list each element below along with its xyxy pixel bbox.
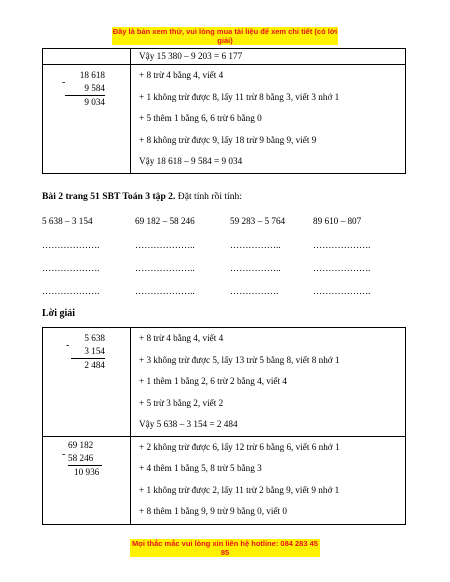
solution-table-2 (42, 327, 406, 525)
blank-dots: ………………. (313, 286, 371, 296)
exercise-title (42, 191, 242, 202)
problem: 89 610 – 807 (313, 216, 362, 226)
step-text: + 5 trừ 3 bằng 2, viết 2 (139, 397, 224, 408)
subtrahend: 9 584 (84, 83, 105, 93)
calc-cell (43, 328, 131, 437)
step-text: + 2 không trừ được 6, lấy 12 trừ 6 bằng 6, viết 6 nhớ 1 (139, 441, 340, 452)
steps-cell (131, 436, 406, 524)
blank-dots: ……………….. (135, 263, 195, 273)
step-text: + 8 trừ 4 bằng 4, viết 4 (139, 333, 224, 343)
column-subtraction (65, 69, 105, 109)
column-subtraction (71, 332, 105, 372)
hotline-banner: Mọi thắc mắc vui lòng xin liên hệ hotline: 084 283 45 85 (130, 539, 320, 557)
problem: 5 638 – 3 154 (42, 216, 93, 226)
steps-cell (131, 65, 406, 174)
step-text: + 1 không trừ được 2, lấy 11 trừ 2 bằng 9, viết 9 nhớ 1 (139, 484, 340, 495)
solution-table-1 (42, 48, 406, 174)
step-text: + 8 trừ 4 bằng 4, viết 4 (139, 70, 224, 80)
step-text: + 5 thêm 1 bằng 6, 6 trừ 6 bằng 0 (139, 113, 262, 123)
minuend: 18 618 (79, 70, 105, 80)
blank-dots: ……………….. (135, 240, 195, 250)
exercise-title-bold: Bài 2 trang 51 SBT Toán 3 tập 2. (42, 191, 176, 202)
step-text: Vậy 18 618 – 9 584 = 9 034 (139, 156, 243, 166)
result: 9 034 (65, 95, 105, 109)
calc-cell (43, 65, 131, 174)
step-text: Vậy 15 380 – 9 203 = 6 177 (139, 51, 243, 61)
answer-title: Lời giải (42, 308, 76, 319)
calc-cell (43, 436, 131, 524)
blank-dots: ………………. (42, 240, 100, 250)
problem: 69 182 – 58 246 (135, 216, 195, 226)
column-subtraction (68, 439, 102, 479)
step-text: + 4 thêm 1 bằng 5, 8 trừ 5 bằng 3 (139, 463, 262, 473)
result: 2 484 (71, 358, 105, 372)
step-text: + 3 không trừ được 5, lấy 13 trừ 5 bằng 8, viết 8 nhớ 1 (139, 354, 340, 365)
blank-dots: ……………….. (135, 286, 195, 296)
blank-dots: ………………. (42, 263, 100, 273)
subtrahend: 3 154 (84, 346, 105, 356)
result: 10 936 (74, 466, 100, 477)
blank-dots: ……………. (230, 286, 279, 296)
subtrahend: 58 246 (68, 452, 102, 466)
minus-sign: - (62, 77, 66, 88)
minuend: 5 638 (84, 333, 105, 343)
blank-dots: ………………. (42, 286, 100, 296)
minus-sign: - (62, 448, 66, 460)
blank-dots: ………………. (313, 263, 371, 273)
minus-sign: - (66, 340, 70, 351)
minuend: 69 182 (68, 439, 94, 450)
calc-cell-empty (43, 49, 131, 65)
step-text: + 1 thêm 1 bằng 2, 6 trừ 2 bằng 4, viết 4 (139, 376, 287, 386)
blank-dots: ………………. (313, 240, 371, 250)
step-text: Vậy 5 638 – 3 154 = 2 484 (139, 419, 238, 429)
problem: 59 283 – 5 764 (230, 216, 286, 226)
exercise-title-rest: Đặt tính rồi tính: (175, 191, 242, 202)
blank-dots: …………….. (230, 263, 281, 273)
steps-cell (131, 49, 406, 65)
blank-dots: …………….. (230, 240, 281, 250)
steps-cell (131, 328, 406, 437)
step-text: + 1 không trừ được 8, lấy 11 trừ 8 bằng 3, viết 3 nhớ 1 (139, 91, 340, 102)
preview-banner: Đây là bản xem thử, vui lòng mua tài liệu để xem chi tiết (có lời giải) (112, 27, 338, 45)
step-text: + 8 thêm 1 bằng 9, 9 trừ 9 bằng 0, viết 0 (139, 506, 287, 516)
step-text: + 8 không trừ được 9, lấy 18 trừ 9 bằng 9, viết 9 (139, 134, 317, 145)
